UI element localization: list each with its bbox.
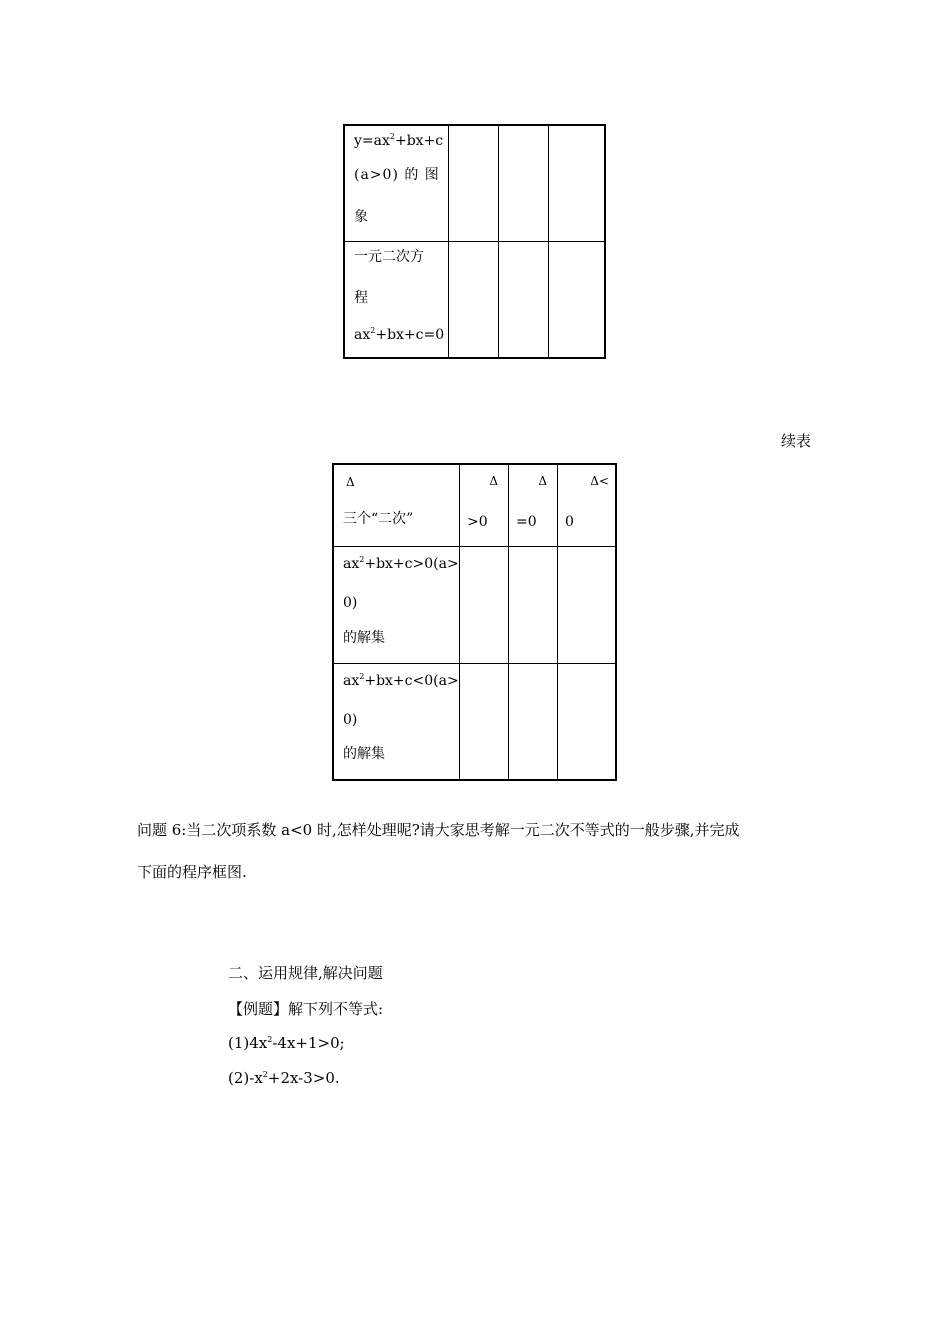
less-than-cell-positive [460, 663, 509, 780]
less-than-cell-zero [509, 663, 558, 780]
greater-than-line2: 0) [343, 594, 358, 611]
header-delta-positive [460, 464, 509, 546]
graph-label-line1: $y=ax^2+bx+c$ [354, 132, 444, 149]
header-delta-zero [509, 464, 558, 546]
delta-positive-bottom: >0 [467, 514, 488, 530]
equation-label-line3: $ax^2+bx+c=0$ [354, 325, 445, 343]
less-than-label-cell [333, 663, 460, 780]
graph-label-line2: (a>0) 的 图 [354, 167, 440, 183]
delta-positive-top: Δ [489, 474, 498, 488]
graph-cell-zero [499, 125, 549, 241]
delta-negative-bottom: 0 [565, 514, 574, 530]
continued-table-label: 续表 [781, 432, 812, 450]
header-label-cell [333, 464, 460, 546]
roots-cell-zero [499, 241, 549, 358]
less-than-line2: 0) [343, 711, 358, 728]
delta-zero-bottom: =0 [516, 514, 537, 530]
less-than-line3: 的解集 [343, 745, 385, 762]
solution-set-table [332, 463, 617, 781]
graph-cell-negative [549, 125, 606, 241]
greater-than-line3: 的解集 [343, 629, 385, 646]
header-delta-negative [558, 464, 617, 546]
greater-than-cell-negative [558, 546, 617, 663]
example-item-2: $(2)-x^2+2x-3>0$. [228, 1069, 340, 1087]
equation-label-cell [344, 241, 449, 358]
delta-symbol: Δ [346, 475, 355, 489]
greater-than-cell-zero [509, 546, 558, 663]
graph-cell-positive [449, 125, 499, 241]
example-label: 【例题】解下列不等式: [228, 1000, 384, 1018]
delta-negative-top: Δ< [590, 474, 609, 488]
section2-heading: 二、运用规律,解决问题 [228, 964, 383, 982]
roots-cell-positive [449, 241, 499, 358]
roots-cell-negative [549, 241, 606, 358]
three-quadratics-label: 三个“二次” [343, 511, 414, 527]
graph-label-cell [344, 125, 449, 241]
greater-than-cell-positive [460, 546, 509, 663]
question6-line2: 下面的程序框图. [137, 863, 247, 881]
less-than-cell-negative [558, 663, 617, 780]
example-item-1: $(1)4x^2-4x+1>0$; [228, 1034, 345, 1052]
function-image-table [343, 124, 606, 359]
delta-zero-top: Δ [538, 474, 547, 488]
greater-than-label-cell [333, 546, 460, 663]
graph-label-line3: 象 [354, 209, 368, 225]
equation-label-line2: 程 [354, 289, 368, 306]
less-than-line1: $ax^2+bx+c<0(a>$ [343, 671, 459, 689]
greater-than-line1: $ax^2+bx+c>0(a>$ [343, 554, 459, 572]
question6-line1: 问题 6:当二次项系数 a<0 时,怎样处理呢?请大家思考解一元二次不等式的一般步骤,并完成 [137, 821, 740, 839]
equation-label-line1: 一元二次方 [354, 248, 424, 265]
